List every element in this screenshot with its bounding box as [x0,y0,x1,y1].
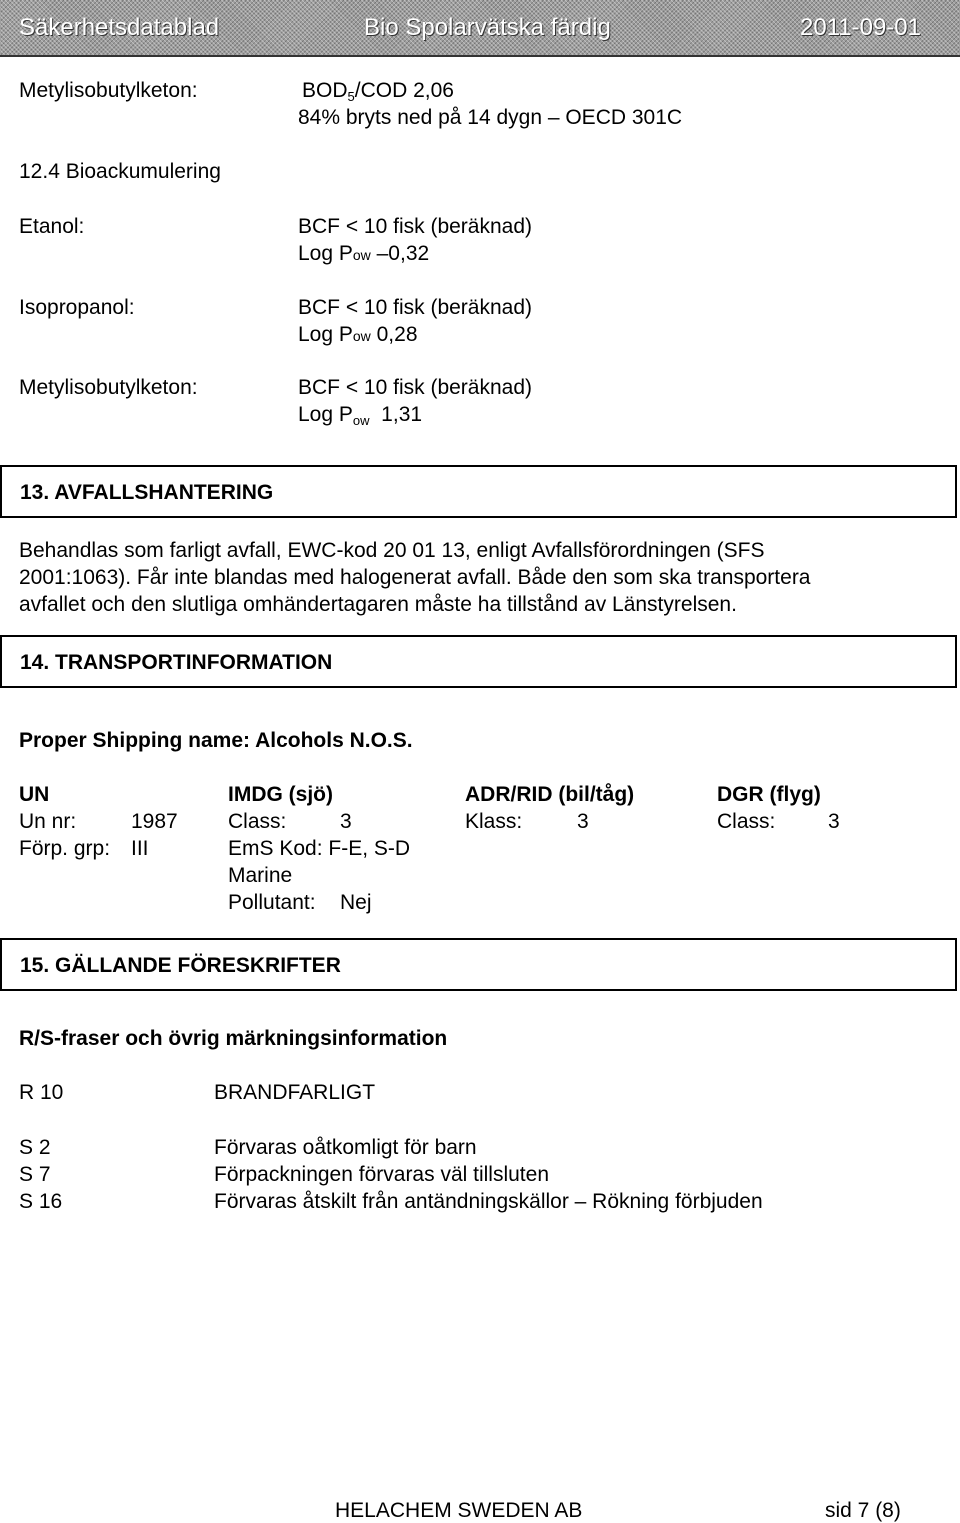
phrase-text: BRANDFARLIGT [214,1081,376,1104]
phrase-code: S 16 [19,1190,63,1213]
adr-class-label: Klass: [465,810,523,833]
mibk-bod-value: BOD5/COD 2,06 [302,79,454,104]
dgr-class-label: Class: [717,810,776,833]
forp-grp-value: III [131,837,149,860]
col-dgr: DGR (flyg) [717,783,821,806]
etanol-log-pow: Log Pow –0,32 [298,242,430,265]
document-header [0,0,960,57]
dgr-class-value: 3 [828,810,840,833]
section-15-header [0,938,957,991]
imdg-class-label: Class: [228,810,287,833]
phrase-code: R 10 [19,1081,64,1104]
imdg-marine: Marine [228,864,293,887]
header-product-name: Bio Spolarvätska färdig [364,14,611,41]
mibk-label: Metylisobutylketon: [19,79,198,102]
proper-shipping-name: Proper Shipping name: Alcohols N.O.S. [19,729,413,752]
imdg-pollutant-value: Nej [340,891,372,914]
s13-text-line-3: avfallet och den slutliga omhändertagaren måste ha tillstånd av Länstyrelsen. [19,593,737,616]
phrase-code: S 2 [19,1136,51,1159]
phrase-text: Förvaras åtskilt från antändningskällor – Rökning förbjuden [214,1190,763,1213]
s13-text-line-2: 2001:1063). Får inte blandas med halogenerat avfall. Både den som ska transportera [19,566,811,589]
section-12-4-title: 12.4 Bioackumulering [19,160,221,183]
etanol-bcf: BCF < 10 fisk (beräknad) [298,215,533,238]
header-date: 2011-09-01 [800,14,921,41]
phrase-text: Förpackningen förvaras väl tillsluten [214,1163,549,1186]
section-14-title: 14. TRANSPORTINFORMATION [20,651,333,674]
col-adr-rid: ADR/RID (bil/tåg) [465,783,635,806]
section-13-header [0,465,957,518]
phrase-text: Förvaras oåtkomligt för barn [214,1136,477,1159]
mibk-bcf: BCF < 10 fisk (beräknad) [298,376,533,399]
footer-page-number: sid 7 (8) [825,1499,901,1522]
rs-phrases-title: R/S-fraser och övrig märkningsinformation [19,1027,448,1050]
etanol-label: Etanol: [19,215,85,238]
section-14-header [0,635,957,688]
imdg-class-value: 3 [340,810,352,833]
mibk-bioacc-label: Metylisobutylketon: [19,376,198,399]
mibk-degradation: 84% bryts ned på 14 dygn – OECD 301C [298,106,683,129]
mibk-log-pow: Log Pow 1,31 [298,403,423,428]
un-nr-value: 1987 [131,810,178,833]
isopropanol-label: Isopropanol: [19,296,135,319]
phrase-code: S 7 [19,1163,51,1186]
imdg-ems-code: EmS Kod: F-E, S-D [228,837,411,860]
section-15-title: 15. GÄLLANDE FÖRESKRIFTER [20,954,341,977]
isopropanol-log-pow: Log Pow 0,28 [298,323,418,346]
s13-text-line-1: Behandlas som farligt avfall, EWC-kod 20 01 13, enligt Avfallsförordningen (SFS [19,539,765,562]
adr-class-value: 3 [577,810,589,833]
section-13-title: 13. AVFALLSHANTERING [20,481,274,504]
footer-company: HELACHEM SWEDEN AB [335,1499,583,1522]
col-imdg: IMDG (sjö) [228,783,333,806]
forp-grp-label: Förp. grp: [19,837,111,860]
un-nr-label: Un nr: [19,810,77,833]
col-un: UN [19,783,50,806]
isopropanol-bcf: BCF < 10 fisk (beräknad) [298,296,533,319]
imdg-pollutant-label: Pollutant: [228,891,316,914]
header-document-type: Säkerhetsdatablad [19,14,220,41]
